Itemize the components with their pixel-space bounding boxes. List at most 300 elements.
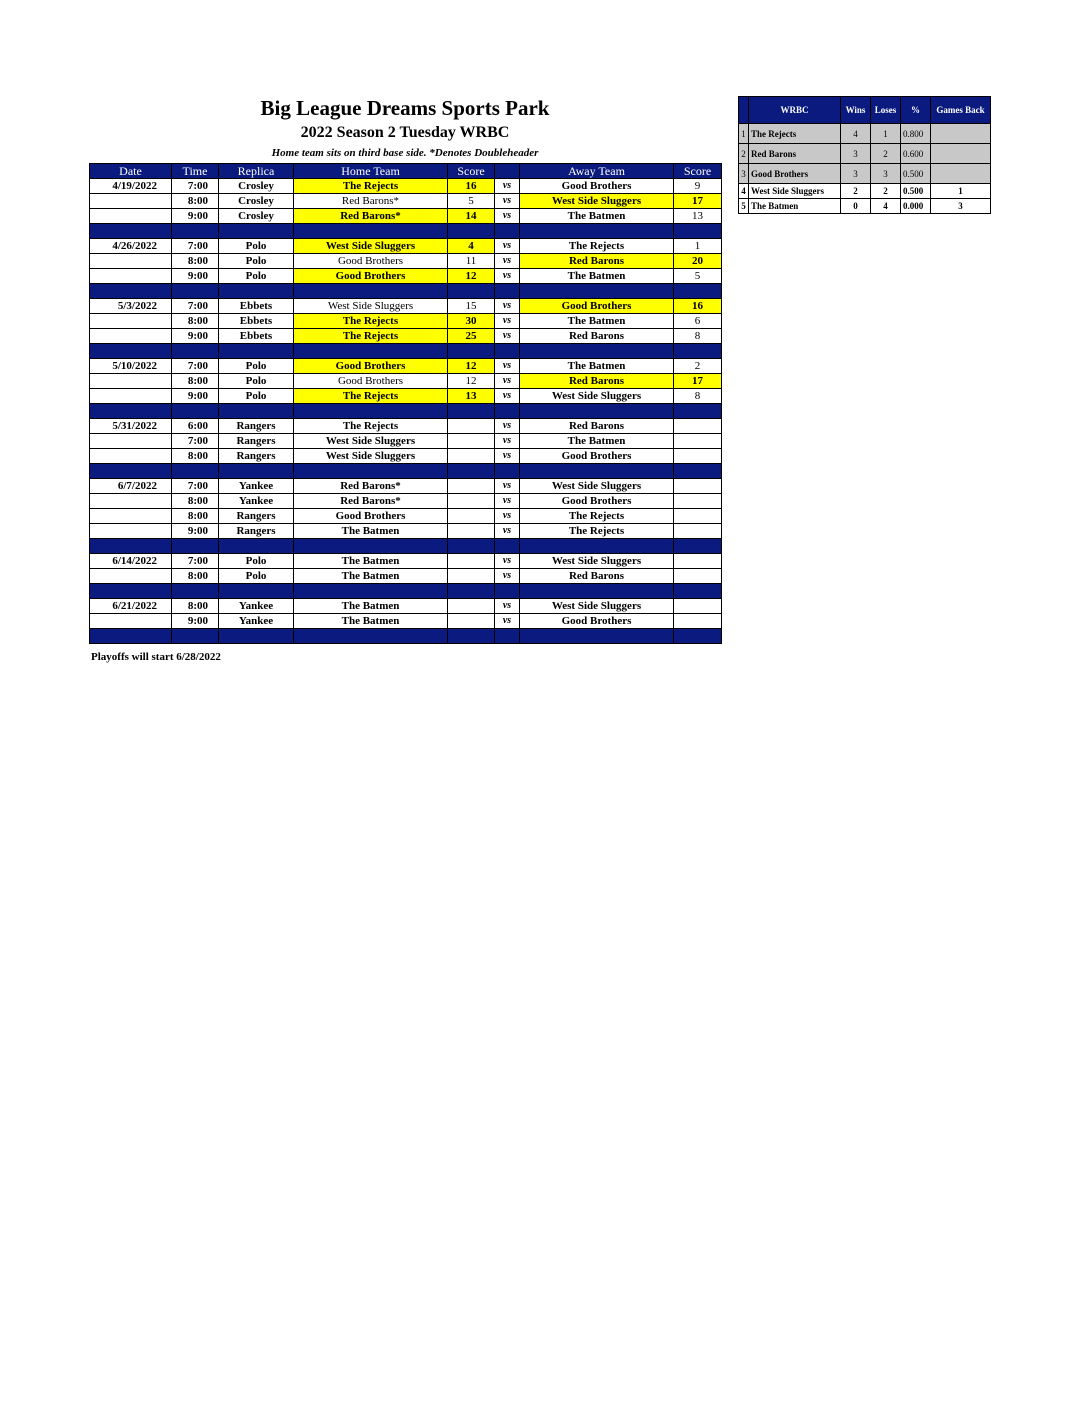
standings-wins: 4 (841, 124, 871, 144)
game-date (90, 329, 172, 344)
away-score (674, 494, 722, 509)
game-date (90, 494, 172, 509)
game-time: 8:00 (172, 314, 219, 329)
away-team: The Rejects (520, 524, 674, 539)
home-team: West Side Sluggers (294, 434, 448, 449)
home-score (448, 569, 495, 584)
standings-pct: 0.500 (901, 184, 931, 199)
game-time: 7:00 (172, 179, 219, 194)
separator-cell (172, 584, 219, 599)
game-time: 7:00 (172, 239, 219, 254)
vs-label: vs (495, 179, 520, 194)
away-score (674, 449, 722, 464)
week-separator (90, 344, 722, 359)
game-field: Crosley (219, 209, 294, 224)
separator-cell (674, 224, 722, 239)
away-team: Red Barons (520, 419, 674, 434)
home-team: Red Barons* (294, 209, 448, 224)
separator-cell (495, 404, 520, 419)
away-score: 17 (674, 374, 722, 389)
separator-cell (172, 539, 219, 554)
away-score (674, 599, 722, 614)
away-score (674, 509, 722, 524)
away-team: West Side Sluggers (520, 194, 674, 209)
vs-label: vs (495, 314, 520, 329)
game-row (90, 599, 722, 614)
separator-cell (172, 464, 219, 479)
away-score (674, 434, 722, 449)
away-team: The Batmen (520, 209, 674, 224)
standings-gb (931, 144, 991, 164)
game-date (90, 434, 172, 449)
separator-cell (495, 539, 520, 554)
vs-label: vs (495, 599, 520, 614)
standings-row (739, 164, 991, 184)
game-field: Yankee (219, 599, 294, 614)
game-time: 9:00 (172, 269, 219, 284)
separator-cell (294, 464, 448, 479)
standings-pct: 0.000 (901, 199, 931, 214)
game-date (90, 449, 172, 464)
separator-cell (520, 404, 674, 419)
standings-wins: 3 (841, 164, 871, 184)
game-field: Polo (219, 359, 294, 374)
col-date: Date (90, 164, 172, 179)
game-date (90, 209, 172, 224)
away-score: 6 (674, 314, 722, 329)
game-row (90, 374, 722, 389)
separator-cell (448, 284, 495, 299)
game-date: 6/7/2022 (90, 479, 172, 494)
away-score: 8 (674, 329, 722, 344)
vs-label: vs (495, 389, 520, 404)
separator-cell (90, 584, 172, 599)
standings-pct: 0.600 (901, 144, 931, 164)
vs-label: vs (495, 494, 520, 509)
home-team: West Side Sluggers (294, 299, 448, 314)
away-score: 13 (674, 209, 722, 224)
game-field: Ebbets (219, 329, 294, 344)
standings-loses: 3 (871, 164, 901, 184)
schedule-note: Home team sits on third base side. *Denotes Doubleheader (271, 147, 539, 159)
vs-label: vs (495, 614, 520, 629)
standings-gb: 1 (931, 184, 991, 199)
game-time: 7:00 (172, 479, 219, 494)
away-score: 16 (674, 299, 722, 314)
standings-loses: 2 (871, 184, 901, 199)
game-time: 9:00 (172, 614, 219, 629)
col-rank (739, 97, 749, 124)
schedule-header-row (90, 164, 722, 179)
away-team: The Rejects (520, 509, 674, 524)
game-time: 8:00 (172, 569, 219, 584)
standings-rank: 2 (739, 144, 749, 164)
home-score (448, 509, 495, 524)
vs-label: vs (495, 254, 520, 269)
separator-cell (90, 344, 172, 359)
away-score: 20 (674, 254, 722, 269)
game-date: 6/21/2022 (90, 599, 172, 614)
vs-label: vs (495, 449, 520, 464)
game-time: 8:00 (172, 194, 219, 209)
vs-label: vs (495, 479, 520, 494)
away-team: The Batmen (520, 359, 674, 374)
vs-label: vs (495, 269, 520, 284)
separator-cell (448, 224, 495, 239)
game-row (90, 434, 722, 449)
home-score (448, 419, 495, 434)
page-subtitle: 2022 Season 2 Tuesday WRBC (300, 124, 510, 141)
home-score: 15 (448, 299, 495, 314)
col-vs (495, 164, 520, 179)
away-team: Good Brothers (520, 449, 674, 464)
game-time: 7:00 (172, 554, 219, 569)
game-time: 8:00 (172, 494, 219, 509)
game-time: 7:00 (172, 359, 219, 374)
separator-cell (674, 629, 722, 644)
game-row (90, 179, 722, 194)
separator-cell (520, 284, 674, 299)
home-score (448, 494, 495, 509)
separator-cell (294, 404, 448, 419)
separator-cell (294, 284, 448, 299)
away-team: West Side Sluggers (520, 479, 674, 494)
away-score: 1 (674, 239, 722, 254)
game-field: Rangers (219, 419, 294, 434)
separator-cell (448, 464, 495, 479)
separator-cell (674, 284, 722, 299)
col-wins: Wins (841, 97, 871, 124)
game-field: Ebbets (219, 299, 294, 314)
game-time: 9:00 (172, 389, 219, 404)
col-pct: % (901, 97, 931, 124)
away-score (674, 569, 722, 584)
away-score (674, 524, 722, 539)
standings-wins: 2 (841, 184, 871, 199)
away-team: Good Brothers (520, 614, 674, 629)
game-row (90, 419, 722, 434)
game-row (90, 449, 722, 464)
vs-label: vs (495, 299, 520, 314)
game-date (90, 194, 172, 209)
vs-label: vs (495, 359, 520, 374)
game-row (90, 239, 722, 254)
home-team: The Batmen (294, 599, 448, 614)
game-date: 6/14/2022 (90, 554, 172, 569)
col-home-score: Score (448, 164, 495, 179)
home-score: 30 (448, 314, 495, 329)
game-date: 4/19/2022 (90, 179, 172, 194)
game-row (90, 329, 722, 344)
standings-loses: 2 (871, 144, 901, 164)
game-row (90, 209, 722, 224)
game-row (90, 389, 722, 404)
home-team: Red Barons* (294, 194, 448, 209)
game-time: 8:00 (172, 599, 219, 614)
standings-team: Good Brothers (749, 164, 841, 184)
separator-cell (90, 404, 172, 419)
separator-cell (520, 224, 674, 239)
game-field: Rangers (219, 509, 294, 524)
standings-header-row (739, 97, 991, 124)
game-row (90, 269, 722, 284)
game-date (90, 314, 172, 329)
separator-cell (219, 584, 294, 599)
page-title: Big League Dreams Sports Park (260, 96, 550, 120)
vs-label: vs (495, 434, 520, 449)
away-team: Good Brothers (520, 179, 674, 194)
standings-gb: 3 (931, 199, 991, 214)
game-row (90, 299, 722, 314)
game-field: Crosley (219, 179, 294, 194)
game-row (90, 479, 722, 494)
game-date (90, 524, 172, 539)
separator-cell (90, 224, 172, 239)
separator-cell (219, 284, 294, 299)
game-row (90, 569, 722, 584)
away-team: Good Brothers (520, 494, 674, 509)
home-team: The Rejects (294, 314, 448, 329)
week-separator (90, 584, 722, 599)
game-date (90, 614, 172, 629)
separator-cell (674, 404, 722, 419)
home-score: 11 (448, 254, 495, 269)
separator-cell (448, 584, 495, 599)
away-team: Good Brothers (520, 299, 674, 314)
home-team: West Side Sluggers (294, 239, 448, 254)
separator-cell (495, 284, 520, 299)
away-team: The Batmen (520, 269, 674, 284)
vs-label: vs (495, 329, 520, 344)
vs-label: vs (495, 239, 520, 254)
schedule-table (89, 163, 722, 644)
col-home-team: Home Team (294, 164, 448, 179)
game-time: 9:00 (172, 329, 219, 344)
home-score: 12 (448, 359, 495, 374)
vs-label: vs (495, 194, 520, 209)
game-date: 5/3/2022 (90, 299, 172, 314)
week-separator (90, 404, 722, 419)
separator-cell (520, 539, 674, 554)
separator-cell (172, 284, 219, 299)
game-row (90, 614, 722, 629)
home-team: Red Barons* (294, 494, 448, 509)
standings-loses: 1 (871, 124, 901, 144)
playoffs-note: Playoffs will start 6/28/2022 (91, 651, 221, 663)
away-score: 2 (674, 359, 722, 374)
home-team: Red Barons* (294, 479, 448, 494)
separator-cell (448, 539, 495, 554)
game-row (90, 194, 722, 209)
separator-cell (90, 539, 172, 554)
home-team: The Rejects (294, 389, 448, 404)
game-row (90, 359, 722, 374)
vs-label: vs (495, 209, 520, 224)
home-team: The Batmen (294, 569, 448, 584)
separator-cell (520, 464, 674, 479)
home-score (448, 554, 495, 569)
away-score (674, 614, 722, 629)
game-field: Crosley (219, 194, 294, 209)
vs-label: vs (495, 554, 520, 569)
game-field: Polo (219, 269, 294, 284)
game-row (90, 554, 722, 569)
separator-cell (674, 584, 722, 599)
standings-rank: 5 (739, 199, 749, 214)
game-date (90, 569, 172, 584)
separator-cell (90, 284, 172, 299)
away-team: Red Barons (520, 374, 674, 389)
home-team: The Rejects (294, 419, 448, 434)
standings-pct: 0.800 (901, 124, 931, 144)
game-field: Yankee (219, 479, 294, 494)
standings-wins: 3 (841, 144, 871, 164)
week-separator (90, 629, 722, 644)
game-field: Polo (219, 254, 294, 269)
col-time: Time (172, 164, 219, 179)
game-field: Polo (219, 389, 294, 404)
separator-cell (172, 629, 219, 644)
standings-gb (931, 124, 991, 144)
home-team: West Side Sluggers (294, 449, 448, 464)
game-field: Rangers (219, 434, 294, 449)
week-separator (90, 224, 722, 239)
separator-cell (520, 629, 674, 644)
separator-cell (219, 344, 294, 359)
separator-cell (495, 224, 520, 239)
home-score: 13 (448, 389, 495, 404)
away-team: Red Barons (520, 569, 674, 584)
separator-cell (294, 344, 448, 359)
standings-row (739, 199, 991, 214)
away-team: The Batmen (520, 434, 674, 449)
home-score (448, 434, 495, 449)
standings-team: Red Barons (749, 144, 841, 164)
home-team: Good Brothers (294, 374, 448, 389)
game-row (90, 524, 722, 539)
standings-rank: 1 (739, 124, 749, 144)
game-date (90, 374, 172, 389)
home-team: Good Brothers (294, 359, 448, 374)
game-field: Rangers (219, 524, 294, 539)
game-field: Ebbets (219, 314, 294, 329)
game-field: Polo (219, 239, 294, 254)
vs-label: vs (495, 524, 520, 539)
game-row (90, 509, 722, 524)
standings-rank: 4 (739, 184, 749, 199)
standings-team: The Batmen (749, 199, 841, 214)
separator-cell (495, 584, 520, 599)
game-date (90, 509, 172, 524)
separator-cell (448, 629, 495, 644)
home-score (448, 479, 495, 494)
game-field: Polo (219, 374, 294, 389)
away-team: Red Barons (520, 329, 674, 344)
away-score: 9 (674, 179, 722, 194)
game-time: 6:00 (172, 419, 219, 434)
separator-cell (172, 224, 219, 239)
separator-cell (219, 464, 294, 479)
home-team: The Rejects (294, 179, 448, 194)
home-team: Good Brothers (294, 509, 448, 524)
away-team: The Batmen (520, 314, 674, 329)
separator-cell (520, 584, 674, 599)
standings-table (738, 96, 991, 214)
standings-wins: 0 (841, 199, 871, 214)
vs-label: vs (495, 509, 520, 524)
home-team: The Batmen (294, 614, 448, 629)
away-score (674, 554, 722, 569)
standings-team: The Rejects (749, 124, 841, 144)
game-date (90, 269, 172, 284)
standings-gb (931, 164, 991, 184)
separator-cell (674, 464, 722, 479)
standings-rank: 3 (739, 164, 749, 184)
vs-label: vs (495, 374, 520, 389)
separator-cell (172, 344, 219, 359)
away-score: 5 (674, 269, 722, 284)
game-row (90, 314, 722, 329)
away-score: 17 (674, 194, 722, 209)
home-score (448, 449, 495, 464)
game-date: 4/26/2022 (90, 239, 172, 254)
standings-pct: 0.500 (901, 164, 931, 184)
game-time: 9:00 (172, 524, 219, 539)
home-team: The Batmen (294, 524, 448, 539)
week-separator (90, 539, 722, 554)
separator-cell (294, 629, 448, 644)
separator-cell (674, 539, 722, 554)
home-score: 25 (448, 329, 495, 344)
game-date: 5/31/2022 (90, 419, 172, 434)
home-score (448, 614, 495, 629)
game-time: 8:00 (172, 374, 219, 389)
away-team: The Rejects (520, 239, 674, 254)
game-field: Rangers (219, 449, 294, 464)
game-date (90, 254, 172, 269)
game-time: 7:00 (172, 299, 219, 314)
home-team: Good Brothers (294, 254, 448, 269)
separator-cell (674, 344, 722, 359)
separator-cell (448, 344, 495, 359)
home-team: Good Brothers (294, 269, 448, 284)
home-score: 4 (448, 239, 495, 254)
separator-cell (448, 404, 495, 419)
separator-cell (219, 629, 294, 644)
away-team: West Side Sluggers (520, 554, 674, 569)
game-field: Yankee (219, 494, 294, 509)
separator-cell (219, 539, 294, 554)
separator-cell (495, 464, 520, 479)
standings-row (739, 144, 991, 164)
col-league: WRBC (749, 97, 841, 124)
separator-cell (520, 344, 674, 359)
separator-cell (294, 224, 448, 239)
game-time: 8:00 (172, 254, 219, 269)
week-separator (90, 464, 722, 479)
game-field: Polo (219, 569, 294, 584)
away-team: Red Barons (520, 254, 674, 269)
home-team: The Rejects (294, 329, 448, 344)
home-score: 12 (448, 269, 495, 284)
home-score: 16 (448, 179, 495, 194)
week-separator (90, 284, 722, 299)
game-field: Polo (219, 554, 294, 569)
standings-row (739, 184, 991, 199)
separator-cell (90, 629, 172, 644)
game-date (90, 389, 172, 404)
col-away-team: Away Team (520, 164, 674, 179)
